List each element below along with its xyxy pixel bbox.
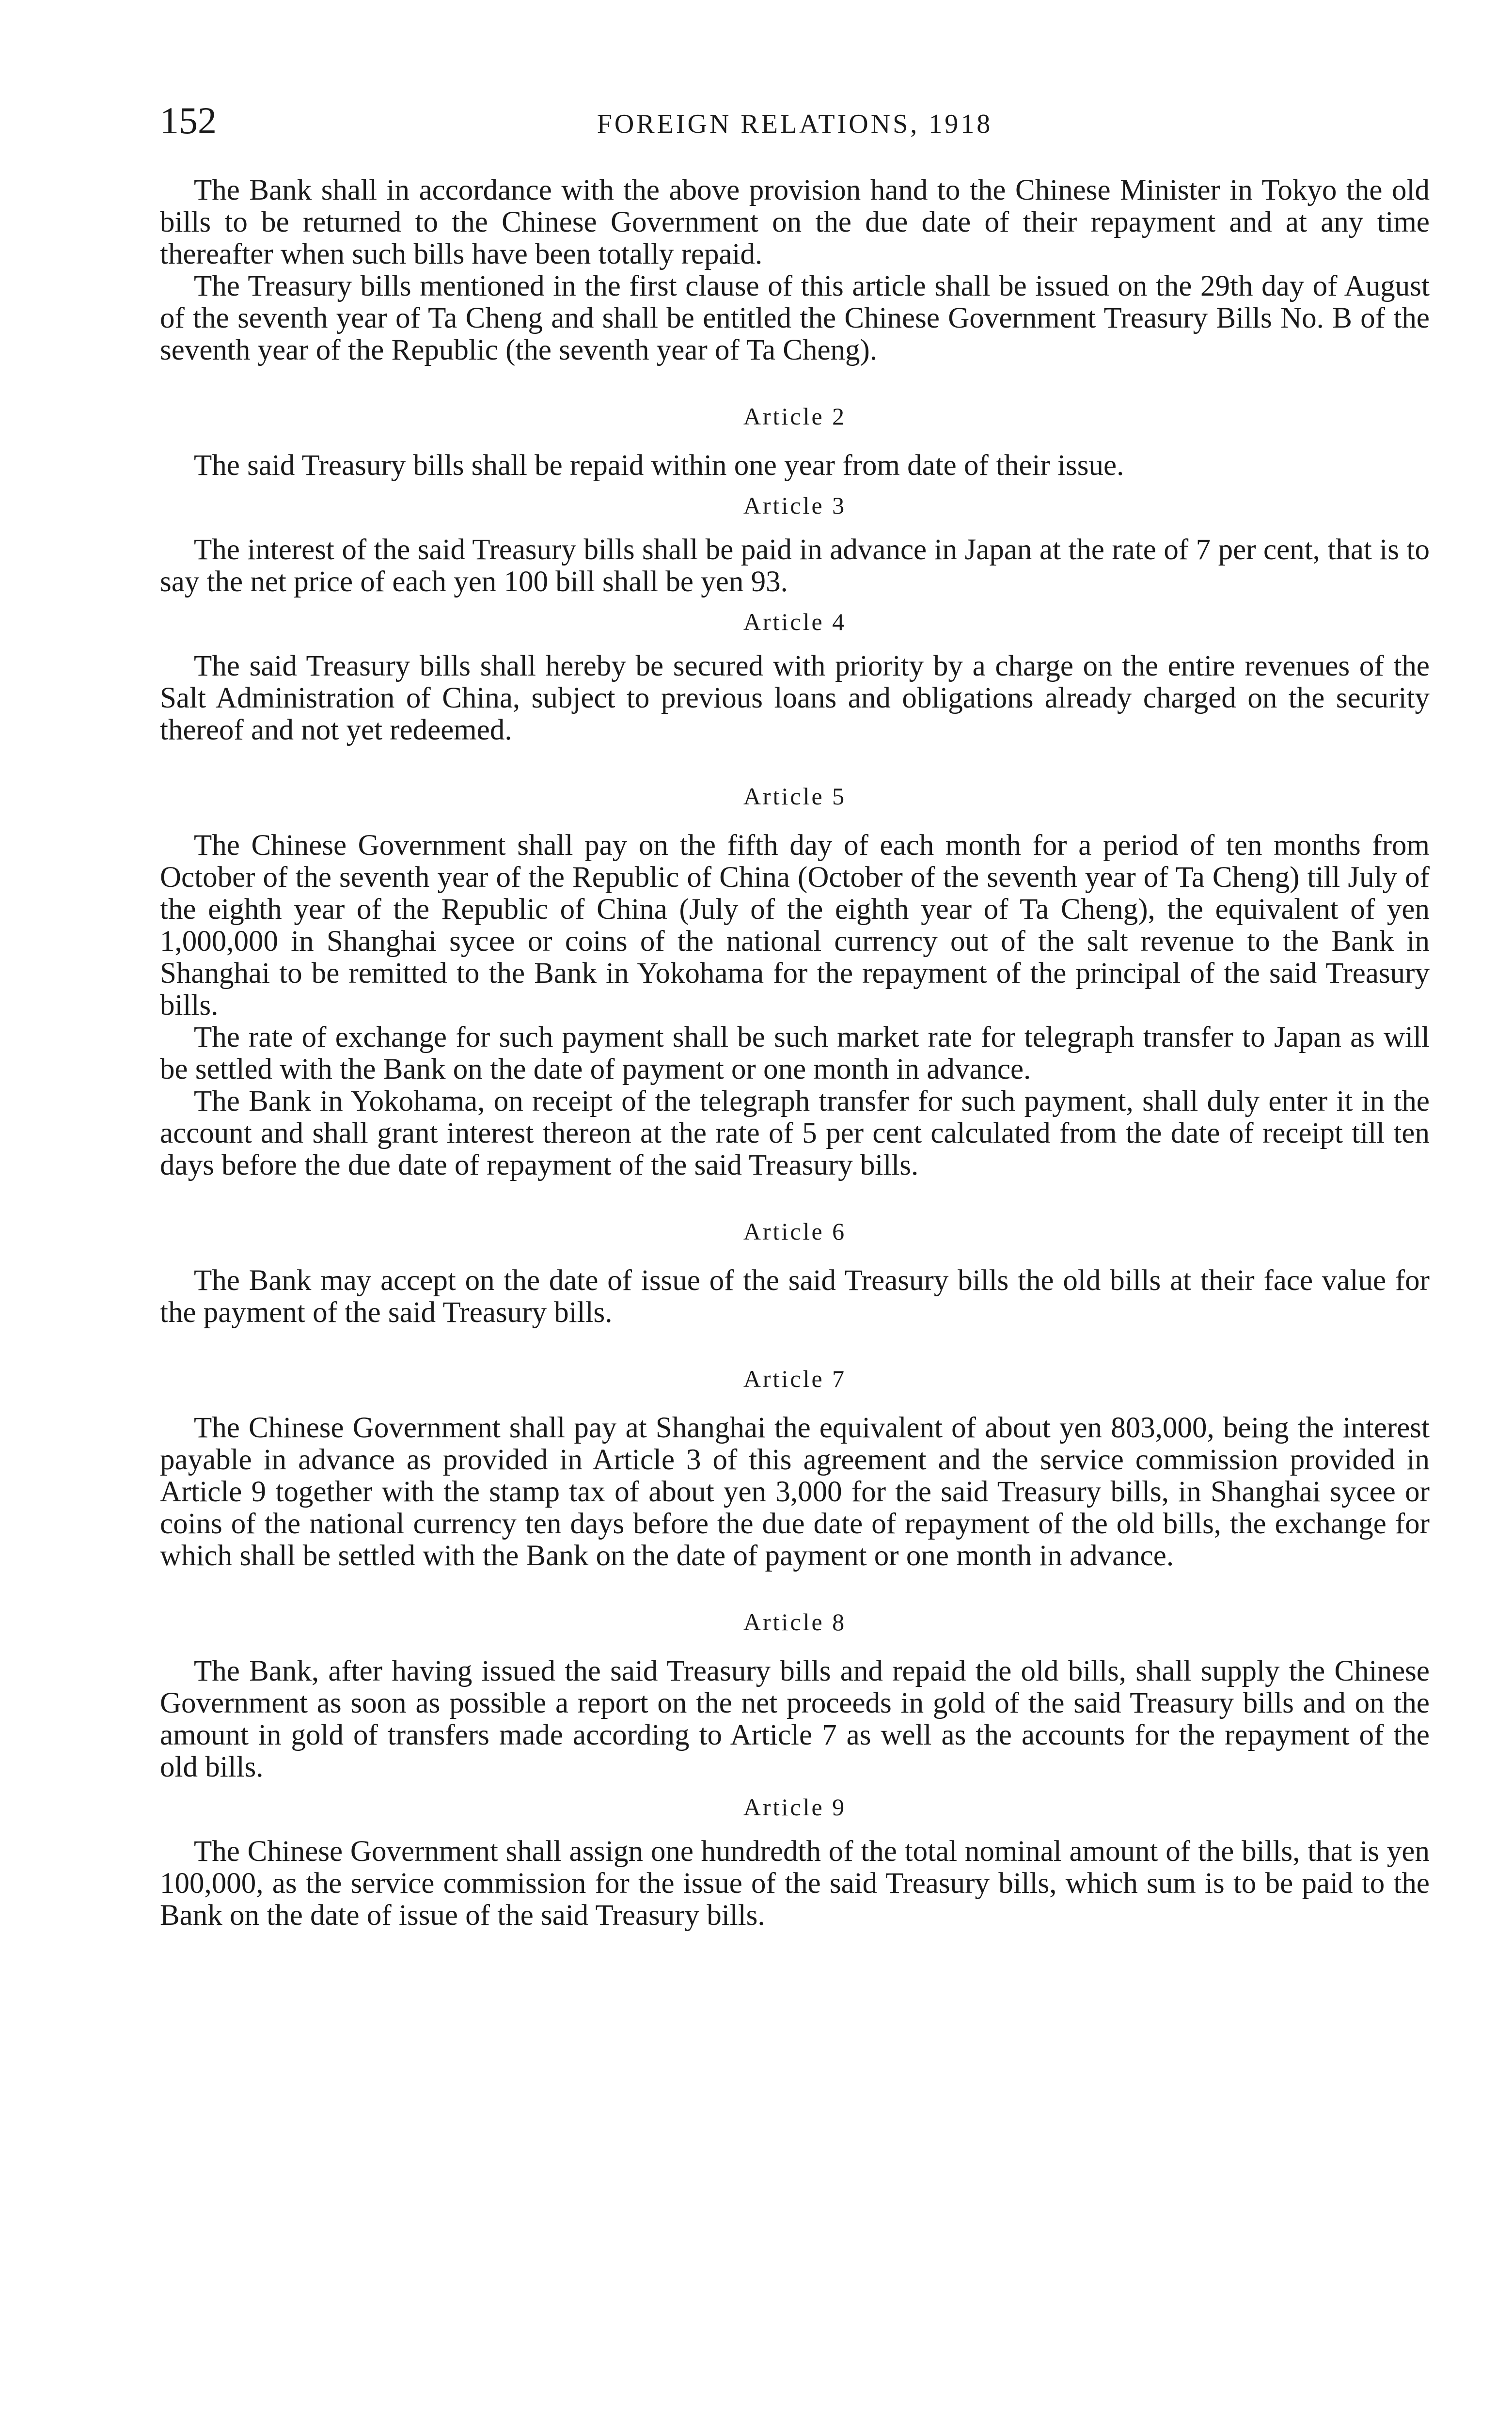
paragraph: The Chinese Government shall pay on the fifth day of each month for a period of ten months from October of the seventh year of the Republic of China (October of the seventh year of Ta Cheng) till July of the eighth year of the Republic of China (July of the eighth year of Ta Cheng), the equivalent of yen 1,000,000 in Shanghai sycee or coins of the national currency out of the salt revenue to the Bank in Shanghai to be remitted to the Bank in Yokohama for the repayment of the principal of the said Treasury bills.	[160, 829, 1430, 1022]
article-heading: Article 8	[743, 1608, 847, 1636]
page-number: 152	[160, 99, 217, 142]
paragraph: The said Treasury bills shall hereby be secured with priority by a charge on the entire revenues of the Salt Administration of China, subject to previous loans and obligations already charged on the security thereof and not yet redeemed.	[160, 650, 1430, 746]
document-page	[160, 99, 1430, 1932]
paragraph: The Chinese Government shall assign one hundredth of the total nominal amount of the bills, that is yen 100,000, as the service commission for the issue of the said Treasury bills, which sum is to be paid to the Bank on the date of issue of the said Treasury bills.	[160, 1835, 1430, 1932]
paragraph: The Treasury bills mentioned in the first clause of this article shall be issued on the 29th day of August of the seventh year of Ta Cheng and shall be entitled the Chinese Government Treasury Bills No. B of the seventh year of the Republic (the seventh year of Ta Cheng).	[160, 270, 1430, 366]
running-title: FOREIGN RELATIONS, 1918	[597, 109, 993, 139]
page-header	[160, 99, 1430, 155]
article-heading: Article 5	[743, 783, 847, 810]
paragraph: The Bank, after having issued the said Treasury bills and repaid the old bills, shall supply the Chinese Government as soon as possible a report on the net proceeds in gold of the said Treasury bills and on the amount in gold of transfers made according to Article 7 as well as the accounts for the repayment of the old bills.	[160, 1655, 1430, 1783]
article-3	[160, 493, 1430, 598]
paragraph: The Chinese Government shall pay at Shanghai the equivalent of about yen 803,000, being the interest payable in advance as provided in Article 3 of this agreement and the service commission provided in Article 9 together with the stamp tax of about yen 3,000 for the said Treasury bills, in Shanghai sycee or coins of the national currency ten days before the due date of repayment of the old bills, the exchange for which shall be settled with the Bank on the date of payment or one month in advance.	[160, 1412, 1430, 1572]
article-heading: Article 3	[743, 492, 847, 519]
paragraph: The Bank may accept on the date of issue of the said Treasury bills the old bills at their face value for the payment of the said Treasury bills.	[160, 1264, 1430, 1329]
article-8	[160, 1610, 1430, 1783]
article-7	[160, 1367, 1430, 1572]
paragraph: The Bank shall in accordance with the above provision hand to the Chinese Minister in Tokyo the old bills to be returned to the Chinese Government on the due date of their repayment and at any time thereafter when such bills have been totally repaid.	[160, 174, 1430, 270]
article-2	[160, 404, 1430, 482]
article-heading: Article 6	[743, 1218, 847, 1245]
article-heading: Article 2	[743, 403, 847, 430]
paragraph: The Bank in Yokohama, on receipt of the telegraph transfer for such payment, shall duly enter it in the account and shall grant interest thereon at the rate of 5 per cent calculated from the date of receipt till ten days before the due date of repayment of the said Treasury bills.	[160, 1085, 1430, 1181]
article-heading: Article 9	[743, 1794, 847, 1821]
article-heading: Article 4	[743, 608, 847, 635]
paragraph: The interest of the said Treasury bills shall be paid in advance in Japan at the rate of 7 per cent, that is to say the net price of each yen 100 bill shall be yen 93.	[160, 534, 1430, 598]
paragraph: The said Treasury bills shall be repaid within one year from date of their issue.	[194, 449, 1124, 482]
paragraph: The rate of exchange for such payment shall be such market rate for telegraph transfer to Japan as will be settled with the Bank on the date of payment or one month in advance.	[160, 1021, 1430, 1086]
article-9	[160, 1795, 1430, 1932]
article-heading: Article 7	[743, 1365, 847, 1392]
article-6	[160, 1219, 1430, 1329]
article-4	[160, 610, 1430, 746]
intro-section	[160, 174, 1430, 366]
article-5	[160, 784, 1430, 1181]
